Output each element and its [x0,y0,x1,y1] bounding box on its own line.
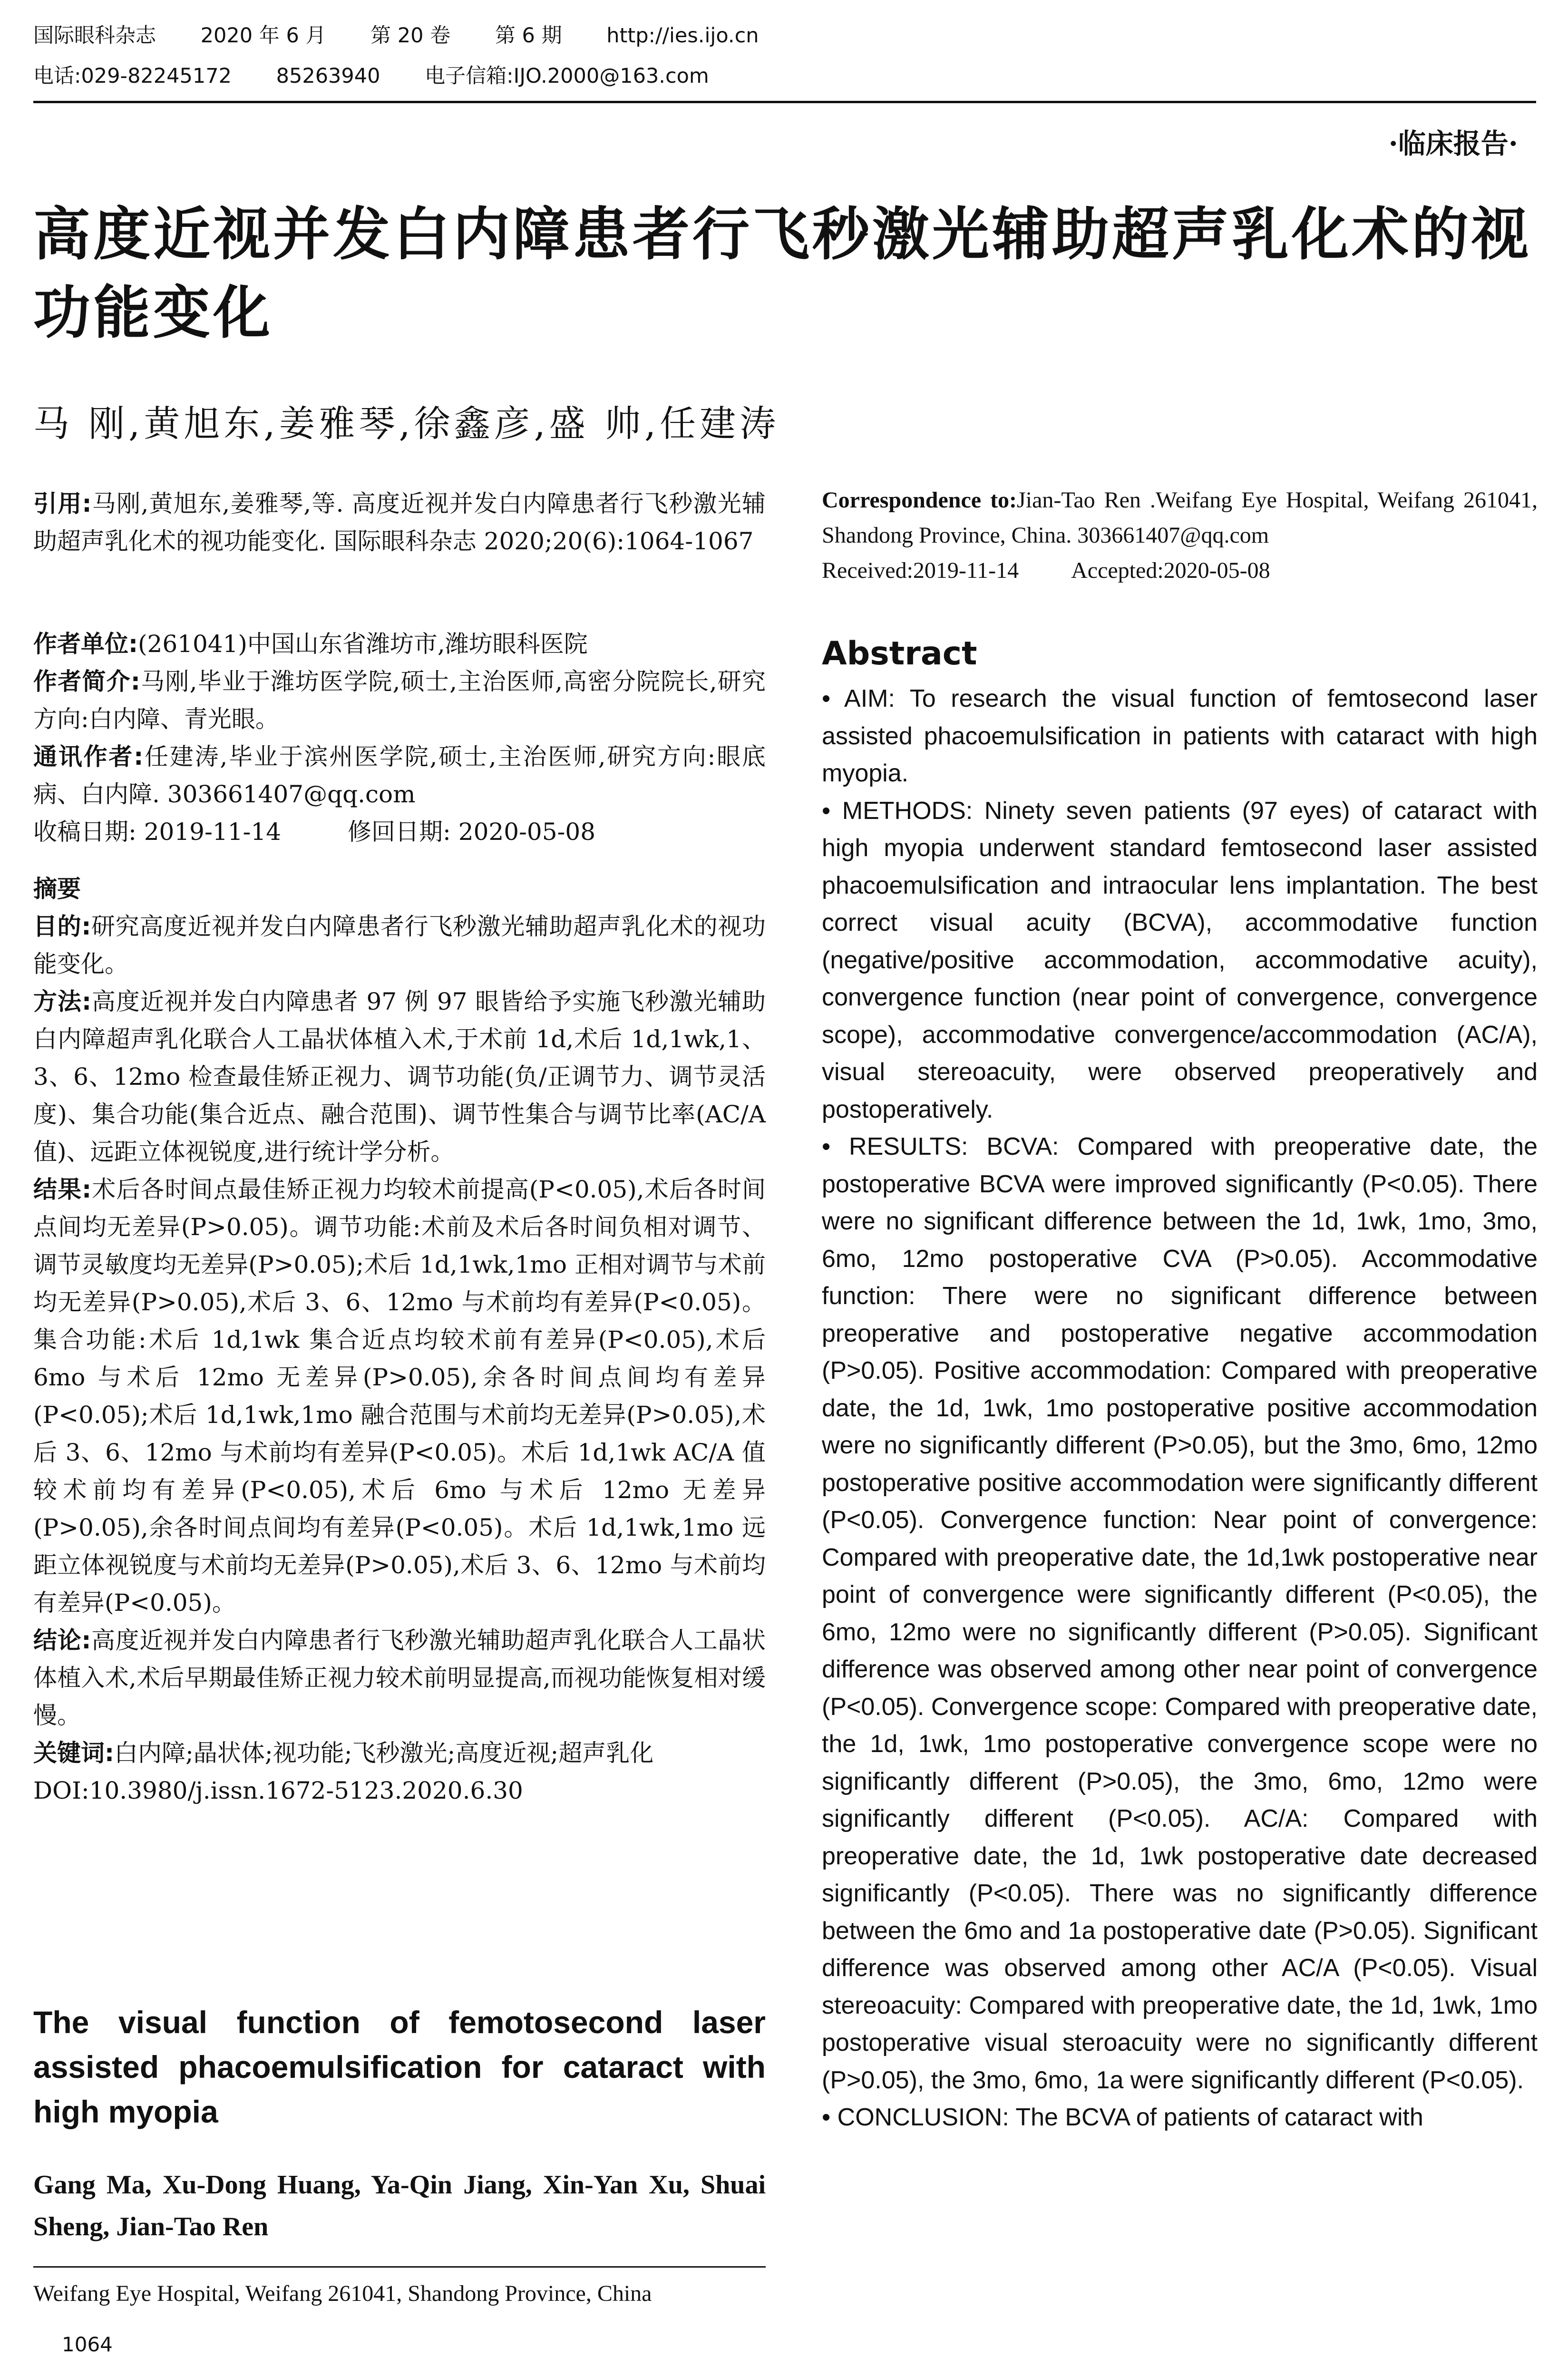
header-rule [33,101,1536,103]
journal-name: 国际眼科杂志 [33,24,156,48]
journal-phone-2: 85263940 [276,64,380,88]
bio-text: 马刚,毕业于潍坊医学院,硕士,主治医师,高密分院院长,研究方向:白内障、青光眼。 [33,668,766,733]
methods-label: 方法: [33,988,91,1015]
chinese-abstract [33,870,766,1810]
section-label: ·临床报告· [1388,127,1518,160]
citation-label: 引用: [33,490,92,517]
citation-block [33,485,766,560]
revised-date: 修回日期: 2020-05-08 [348,818,596,846]
received-en: Received:2019-11-14 [822,558,1019,583]
journal-url[interactable]: http://ies.ijo.cn [606,24,759,48]
abstract-results: • RESULTS: BCVA: Compared with preoperative date, the postoperative BCVA were improved significantly (P<0.05). There were no significant difference between the 1d, 1wk, 1mo, 3mo, 6mo, 12mo postoperative CVA (P>0.05). Accommodative function: There were no significant difference between preoperative and postoperative negative accommodation (P>0.05). Positive accommodation: Compared with preoperative date, the 1d, 1wk, 1mo postoperative positive accommodation were no significantly different (P>0.05), but the 3mo, 6mo, 12mo postoperative positive accommodation were significantly different (P<0.05). Convergence function: Near point of convergence: Compared with preoperative date, the 1d,1wk postoperative near point of convergence were significantly different (P<0.05), the 6mo, 12mo were no significantly different (P>0.05). Significant difference was observed among other near point of convergence (P<0.05). Convergence scope: Compared with preoperative date, the 1d, 1wk, 1mo postoperative convergence scope were no significantly different (P>0.05), the 3mo, 6mo, 12mo were significantly different (P<0.05). AC/A: Compared with preoperative date, the 1d, 1wk postoperative date decreased significantly (P<0.05). There was no significantly difference between the 6mo and 1a postoperative date (P>0.05). Significant difference was observed among other AC/A (P<0.05). Visual stereoacuity: Compared with preoperative date, the 1d, 1wk, 1mo postoperative visual steroacuity were no significantly different (P>0.05), the 3mo, 6mo, 1a were significantly different (P<0.05). [822,1133,1538,2094]
article-authors: 马 刚,黄旭东,姜雅琴,徐鑫彦,盛 帅,任建涛 [33,402,780,445]
accepted-en: Accepted:2020-05-08 [1071,558,1270,583]
keywords-text: 白内障;晶状体;视功能;飞秒激光;高度近视;超声乳化 [114,1739,654,1767]
article-title: 高度近视并发白内障患者行飞秒激光辅助超声乳化术的视功能变化 [33,201,1531,346]
abstract-aim: • AIM: To research the visual function of femtosecond laser assisted phacoemulsification in patients with cataract with high myopia. [822,685,1538,787]
issue-date: 2020 年 6 月 [200,24,326,48]
keywords-label: 关键词: [33,1739,114,1767]
english-authors: Gang Ma, Xu-Dong Huang, Ya-Qin Jiang, Xin-Yan Xu, Shuai Sheng, Jian-Tao Ren [33,2170,766,2241]
journal-phone: 电话:029-82245172 [33,64,232,88]
conclusion-text: 高度近视并发白内障患者行飞秒激光辅助超声乳化联合人工晶状体植入术,术后早期最佳矫正视力较术前明显提高,而视功能恢复相对缓慢。 [33,1627,766,1729]
english-abstract [822,680,1538,2136]
aim-text: 研究高度近视并发白内障患者行飞秒激光辅助超声乳化术的视功能变化。 [33,913,766,978]
issue-number: 第 6 期 [495,24,562,48]
abstract-conclusion: • CONCLUSION: The BCVA of patients of cataract with [822,2104,1423,2131]
correspondence-block [822,483,1538,588]
abstract-title: Abstract [822,635,977,672]
received-date: 收稿日期: 2019-11-14 [33,818,282,846]
results-text: 术后各时间点最佳矫正视力均较术前提高(P<0.05),术后各时间点间均无差异(P>0.05)。调节功能:术前及术后各时间负相对调节、调节灵敏度均无差异(P>0.05);术后 1d,1wk,1mo 正相对调节与术前均无差异(P>0.05),术后 3、6、12mo 与术前均有差异(P<0.05)。集合功能:术后 1d,1wk 集合近点均较术前有差异(P<0.05),术后 6mo 与术后 12mo 无差异(P>0.05),余各时间点间均有差异(P<0.05);术后 1d,1wk,1mo 融合范围与术前均无差异(P>0.05),术后 3、6、12mo 与术前均有差异(P<0.05)。术后 1d,1wk AC/A 值较术前均有差异(P<0.05),术后 6mo 与术后 12mo 无差异(P>0.05),余各时间点间均有差异(P<0.05)。术后 1d,1wk,1mo 远距立体视锐度与术前均无差异(P>0.05),术后 3、6、12mo 与术前均有差异(P<0.05)。 [33,1176,766,1617]
abstract-heading: 摘要 [33,875,81,903]
conclusion-label: 结论: [33,1627,91,1654]
doi[interactable]: DOI:10.3980/j.issn.1672-5123.2020.6.30 [33,1777,523,1804]
author-info-block [33,625,766,851]
unit-text: (261041)中国山东省潍坊市,潍坊眼科医院 [138,630,588,658]
correspondence-label: Correspondence to: [822,487,1017,513]
journal-email[interactable]: 电子信箱:IJO.2000@163.com [425,64,709,88]
corr-author-text: 任建涛,毕业于滨州医学院,硕士,主治医师,研究方向:眼底病、白内障. 303661407@qq.com [33,743,766,808]
unit-label: 作者单位: [33,630,138,658]
page-number: 1064 [62,2333,113,2356]
aim-label: 目的: [33,913,91,940]
abstract-methods: • METHODS: Ninety seven patients (97 eyes) of cataract with high myopia underwent standard femtosecond laser assisted phacoemulsification and intraocular lens implantation. The best correct visual acuity (BCVA), accommodative function (negative/positive accommodation, accommodative acuity), convergence function (near point of convergence, convergence scope), accommodative convergence/accommodation (AC/A), visual stereoacuity, were observed preoperatively and postoperatively. [822,797,1538,1123]
journal-header-line1 [33,21,797,50]
correspondence-text: Jian-Tao Ren .Weifang Eye Hospital, Weifang 261041, Shandong Province, China. 303661407@qq.com [822,487,1538,548]
volume: 第 20 卷 [370,24,451,48]
results-label: 结果: [33,1176,92,1203]
english-title: The visual function of femotosecond laser assisted phacoemulsification for cataract with high myopia [33,2005,766,2129]
citation-text: 马刚,黄旭东,姜雅琴,等. 高度近视并发白内障患者行飞秒激光辅助超声乳化术的视功能变化. 国际眼科杂志 2020;20(6):1064-1067 [33,490,766,555]
affiliation: Weifang Eye Hospital, Weifang 261041, Shandong Province, China [33,2281,652,2306]
bio-label: 作者简介: [33,668,140,695]
methods-text: 高度近视并发白内障患者 97 例 97 眼皆给予实施飞秒激光辅助白内障超声乳化联合人工晶状体植入术,于术前 1d,术后 1d,1wk,1、3、6、12mo 检查最佳矫正视力、调节功能(负/正调节力、调节灵活度)、集合功能(集合近点、融合范围)、调节性集合与调节比率(AC/A 值)、远距立体视锐度,进行统计学分析。 [33,988,766,1166]
journal-header-line2 [33,62,747,90]
affiliation-rule [33,2266,766,2268]
corr-author-label: 通讯作者: [33,743,144,770]
